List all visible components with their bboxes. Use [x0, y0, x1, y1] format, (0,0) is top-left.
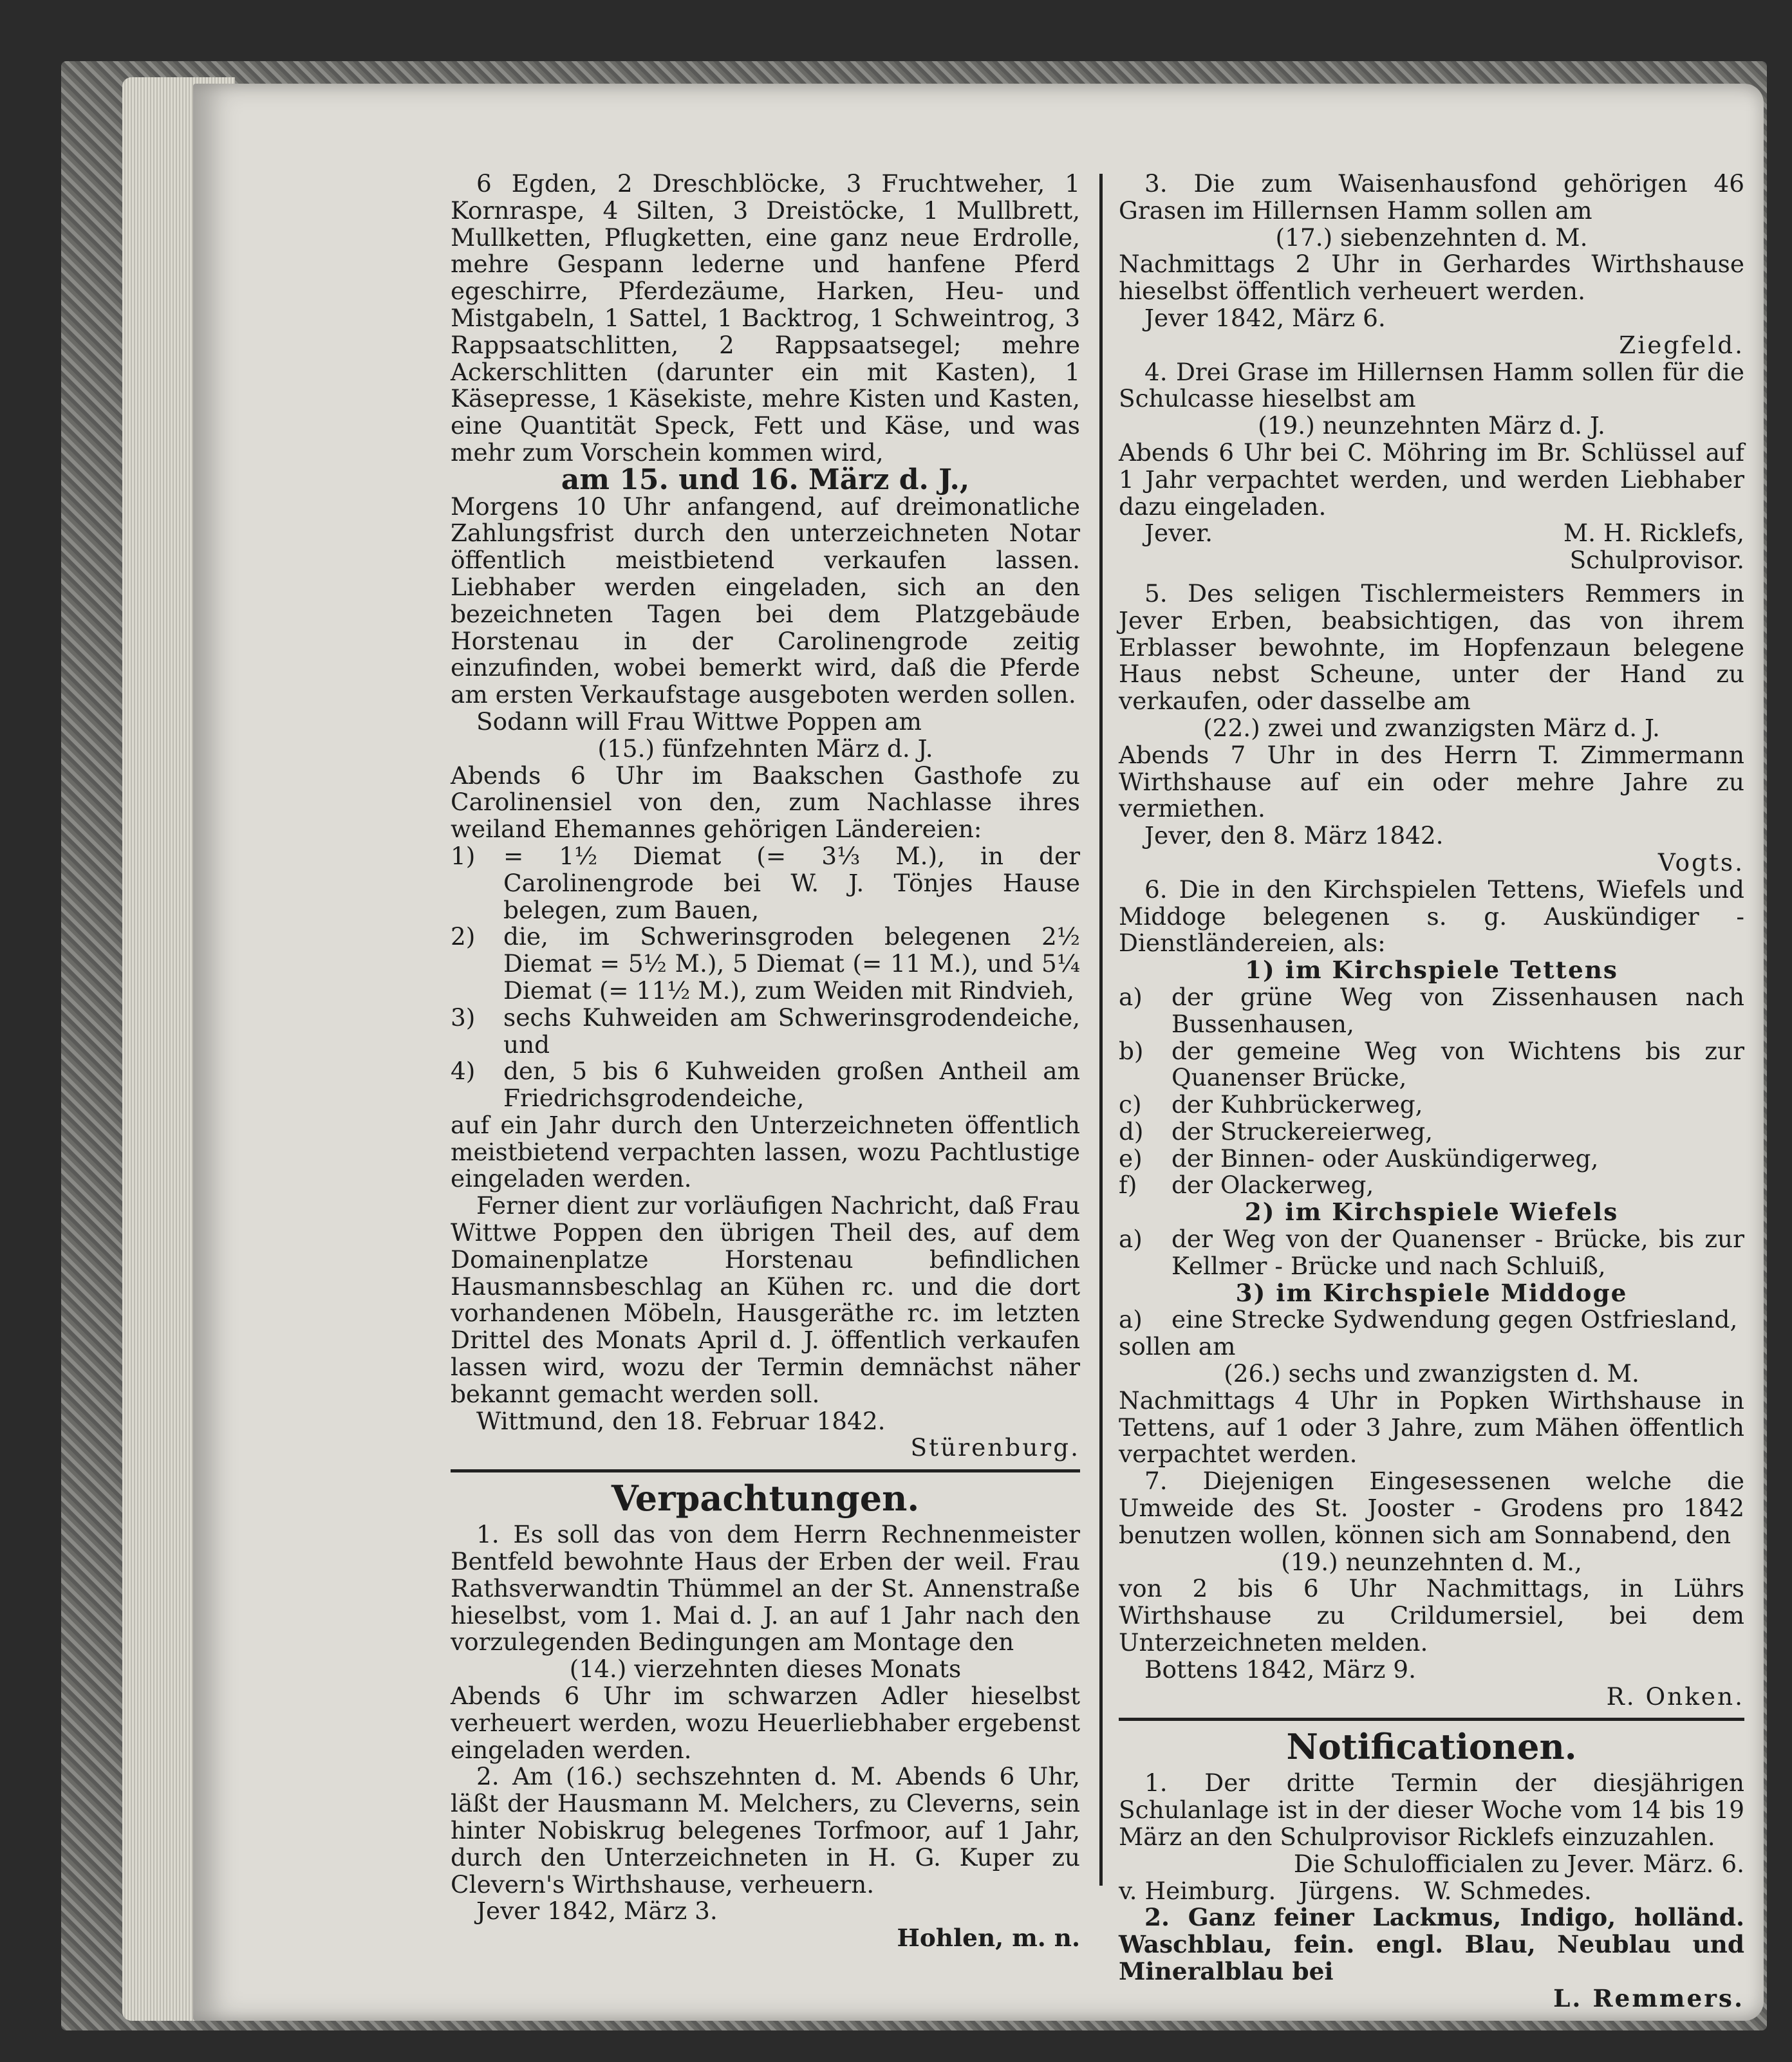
notice-4: 4. Drei Grase im Hillernsen Hamm sollen für die Schulcasse hieselbst am [1119, 357, 1744, 413]
notice-4-date: (19.) neunzehnten März d. J. [1258, 411, 1605, 440]
section-rule [1119, 1718, 1744, 1721]
right-column [1119, 171, 1744, 2012]
list-item: a) eine Strecke Sydwendung gegen Ostfriesland, [1119, 1305, 1738, 1334]
sale-terms: Morgens 10 Uhr anfangend, auf dreimonatliche Zahlungsfrist durch den unterzeichneten Notar öffentlich meistbietend verkaufen lassen. Liebhaber werden eingeladen, sich an den bezeichneten Tagen bei dem Platzgebäude Horstenau in der Carolinengrode zeitig einzufinden, wobei bemerkt wird, daß die Pferde am ersten Verkaufstage ausgeboten werden sollen. [451, 492, 1080, 709]
notice-5: 5. Des seligen Tischlermeisters Remmers in Jever Erben, beabsichtigen, das von ihrem Erblasser bewohnte, im Hopfenzaun belegene Haus nebst Scheune, unter der Hand zu verkaufen, oder dasselbe am [1119, 579, 1744, 716]
notice-7-date: (19.) neunzehnten d. M., [1281, 1547, 1582, 1576]
notice-7-terms: von 2 bis 6 Uhr Nachmittags, in Lührs Wirthshause zu Crildumersiel, bei dem Unterzeichneten melden. [1119, 1574, 1744, 1657]
notice-7-place: Bottens 1842, März 9. [1144, 1655, 1416, 1684]
parish-heading-wiefels: 2) im Kirchspiele Wiefels [1244, 1198, 1619, 1227]
notice-5-terms: Abends 7 Uhr in des Herrn T. Zimmermann Wirthshause auf ein oder mehre Jahre zu vermiethen. [1119, 740, 1744, 823]
land-list [451, 843, 1080, 1112]
notice-1-terms: Abends 6 Uhr im schwarzen Adler hieselbst verheuert werden, wozu Heuerliebhaber ergebenst eingeladen werden. [451, 1682, 1080, 1764]
notice-6-soll: sollen am [1119, 1332, 1236, 1361]
notification-2-signature: L. Remmers. [1553, 1983, 1744, 2012]
notice-3-terms: Nachmittags 2 Uhr in Gerhardes Wirthshause hieselbst öffentlich verheuert werden. [1119, 250, 1744, 306]
tettens-list [1119, 984, 1744, 1199]
notice-5-date: (22.) zwei und zwanzigsten März d. J. [1203, 713, 1660, 742]
lease-terms: auf ein Jahr durch den Unterzeichneten öffentlich meistbietend verpachten lassen, wozu Pachtlustige eingeladen werden. [451, 1110, 1080, 1193]
sale-date: am 15. und 16. März d. J., [561, 463, 970, 496]
left-column [451, 171, 1080, 1952]
widow-date: (15.) fünfzehnten März d. J. [597, 734, 933, 763]
notification-2: 2. Ganz feiner Lackmus, Indigo, holländ. Waschblau, fein. engl. Blau, Neublau und Mineralblau bei [1119, 1903, 1744, 1985]
list-item: d) der Struckereierweg, [1119, 1117, 1433, 1146]
notice-7-signature: R. Onken. [1606, 1682, 1744, 1711]
section-heading-notificationen: Notificationen. [1286, 1726, 1577, 1768]
list-item: 1) = 1½ Diemat (= 3⅓ M.), in der Carolinengrode bei W. J. Tönjes Hause belegen, zum Bauen, [451, 841, 1080, 924]
notice-3: 3. Die zum Waisenhausfond gehörigen 46 Grasen im Hillernsen Hamm sollen am [1119, 169, 1744, 225]
notice-1-date: (14.) vierzehnten dieses Monats [569, 1655, 962, 1684]
column-divider [1099, 174, 1103, 1886]
parish-heading-tettens: 1) im Kirchspiele Tettens [1245, 956, 1618, 985]
section-heading-verpachtungen: Verpachtungen. [611, 1478, 920, 1519]
list-item: b) der gemeine Weg von Wichtens bis zur Quanenser Brücke, [1119, 1036, 1744, 1092]
notice-4-signature-row [1119, 520, 1744, 547]
widow-line: Sodann will Frau Wittwe Poppen am [476, 707, 922, 736]
list-item: c) der Kuhbrückerweg, [1119, 1090, 1423, 1119]
notification-1-signers: Die Schulofficialen zu Jever. März. 6. [1293, 1849, 1744, 1878]
notice-3-signature: Ziegfeld. [1619, 330, 1744, 359]
list-item: f) der Olackerweg, [1119, 1171, 1374, 1200]
list-item: 4) den, 5 bis 6 Kuhweiden großen Antheil am Friedrichsgrodendeiche, [451, 1057, 1080, 1113]
parish-heading-middoge: 3) im Kirchspiele Middoge [1235, 1278, 1628, 1307]
notification-1: 1. Der dritte Termin der diesjährigen Schulanlage ist in der dieser Woche vom 14 bis 19 März an den Schulprovisor Ricklefs einzuzahlen. [1119, 1769, 1744, 1852]
notice-4-role: Schulprovisor. [1569, 546, 1744, 575]
notice-3-place: Jever 1842, März 6. [1144, 303, 1386, 332]
further-notice: Ferner dient zur vorläufigen Nachricht, daß Frau Wittwe Poppen den übrigen Theil des, auf dem Domainenplatze Horstenau befindlichen Hausmannsbeschlag an Kühen rc. und die dort vorhandenen Möbeln, Hausgeräthe rc. im letzten Drittel des Monats April d. J. öffentlich verkaufen lassen wird, wozu der Termin demnächst näher bekannt gemacht werden soll. [451, 1191, 1080, 1408]
notice-4-terms: Abends 6 Uhr bei C. Möhring im Br. Schlüssel auf 1 Jahr verpachtet werden, und werden Liebhaber dazu eingeladen. [1119, 438, 1744, 521]
notice-6: 6. Die in den Kirchspielen Tettens, Wiefels und Middoge belegenen s. g. Auskündiger - Dienstländereien, als: [1119, 875, 1744, 958]
notice-2-signature: Hohlen, m. n. [897, 1924, 1080, 1953]
auction-items: 6 Egden, 2 Dreschblöcke, 3 Fruchtweher, 1 Kornraspe, 4 Silten, 3 Dreistöcke, 1 Mullbrett, Mullketten, Pflugketten, eine ganz neue Erdrolle, mehre Gespann lederne und hanfene Pferd egeschirre, Pferdezäume, Harken, Heu- und Mistgabeln, 1 Sattel, 1 Backtrog, 1 Schweintrog, 3 Rappsaatschlitten, 2 Rappsaatsegel; mehre Ackerschlitten (darunter ein mit Kasten), 1 Käsepresse, 1 Käsekiste, mehre Kisten und Kasten, eine Quantität Speck, Fett und Käse, und was mehr zum Vorschein kommen wird, [451, 169, 1080, 467]
widow-terms: Abends 6 Uhr im Baakschen Gasthofe zu Carolinensiel von den, zum Nachlasse ihres weiland Ehemannes gehörigen Ländereien: [451, 761, 1080, 844]
notice-6-terms: Nachmittags 4 Uhr in Popken Wirthshause in Tettens, auf 1 oder 3 Jahre, zum Mähen öffentlich verpachtet werden. [1119, 1386, 1744, 1469]
list-item: e) der Binnen- oder Auskündigerweg, [1119, 1144, 1599, 1173]
signature: Stürenburg. [910, 1433, 1080, 1462]
list-item: a) der grüne Weg von Zissenhausen nach Bussenhausen, [1119, 982, 1744, 1038]
section-rule [451, 1469, 1080, 1472]
notice-1: 1. Es soll das von dem Herrn Rechnenmeister Bentfeld bewohnte Haus der Erben der weil. Frau Rathsverwandtin Thümmel an der St. Annenstraße hieselbst, vom 1. Mai d. J. an auf 1 Jahr nach den vorzulegenden Bedingungen am Montage den [451, 1520, 1080, 1657]
notice-7: 7. Diejenigen Eingesessenen welche die Umweide des St. Jooster - Grodens pro 1842 benutzen wollen, können sich am Sonnabend, den [1119, 1467, 1744, 1549]
notice-5-place: Jever, den 8. März 1842. [1144, 821, 1444, 850]
place-date: Wittmund, den 18. Februar 1842. [476, 1406, 886, 1435]
notice-6-date: (26.) sechs und zwanzigsten d. M. [1224, 1359, 1639, 1388]
notice-2: 2. Am (16.) sechszehnten d. M. Abends 6 Uhr, läßt der Hausmann M. Melchers, zu Cleverns, sein hinter Nobiskrug belegenes Torfmoor, auf 1 Jahr, durch den Unterzeichneten in H. G. Kuper zu Clevern's Wirthshause, verheuern. [451, 1762, 1080, 1899]
notice-5-signature: Vogts. [1657, 848, 1744, 877]
list-item: 3) sechs Kuhweiden am Schwerinsgrodendeiche, und [451, 1003, 1080, 1059]
notice-2-date: Jever 1842, März 3. [476, 1897, 718, 1926]
notice-3-date: (17.) siebenzehnten d. M. [1275, 223, 1588, 252]
notice-4-place: Jever. [1144, 519, 1213, 548]
list-item: 2) die, im Schwerinsgroden belegenen 2½ Diemat = 5½ M.), 5 Diemat (= 11 M.), und 5¼ Diemat (= 11½ M.), zum Weiden mit Rindvieh, [451, 922, 1080, 1005]
list-item: a) der Weg von der Quanenser - Brücke, bis zur Kellmer - Brücke und nach Schluiß, [1119, 1225, 1744, 1280]
notification-1-names: v. Heimburg. Jürgens. W. Schmedes. [1119, 1876, 1592, 1905]
notice-4-signature: M. H. Ricklefs, [1563, 519, 1744, 548]
